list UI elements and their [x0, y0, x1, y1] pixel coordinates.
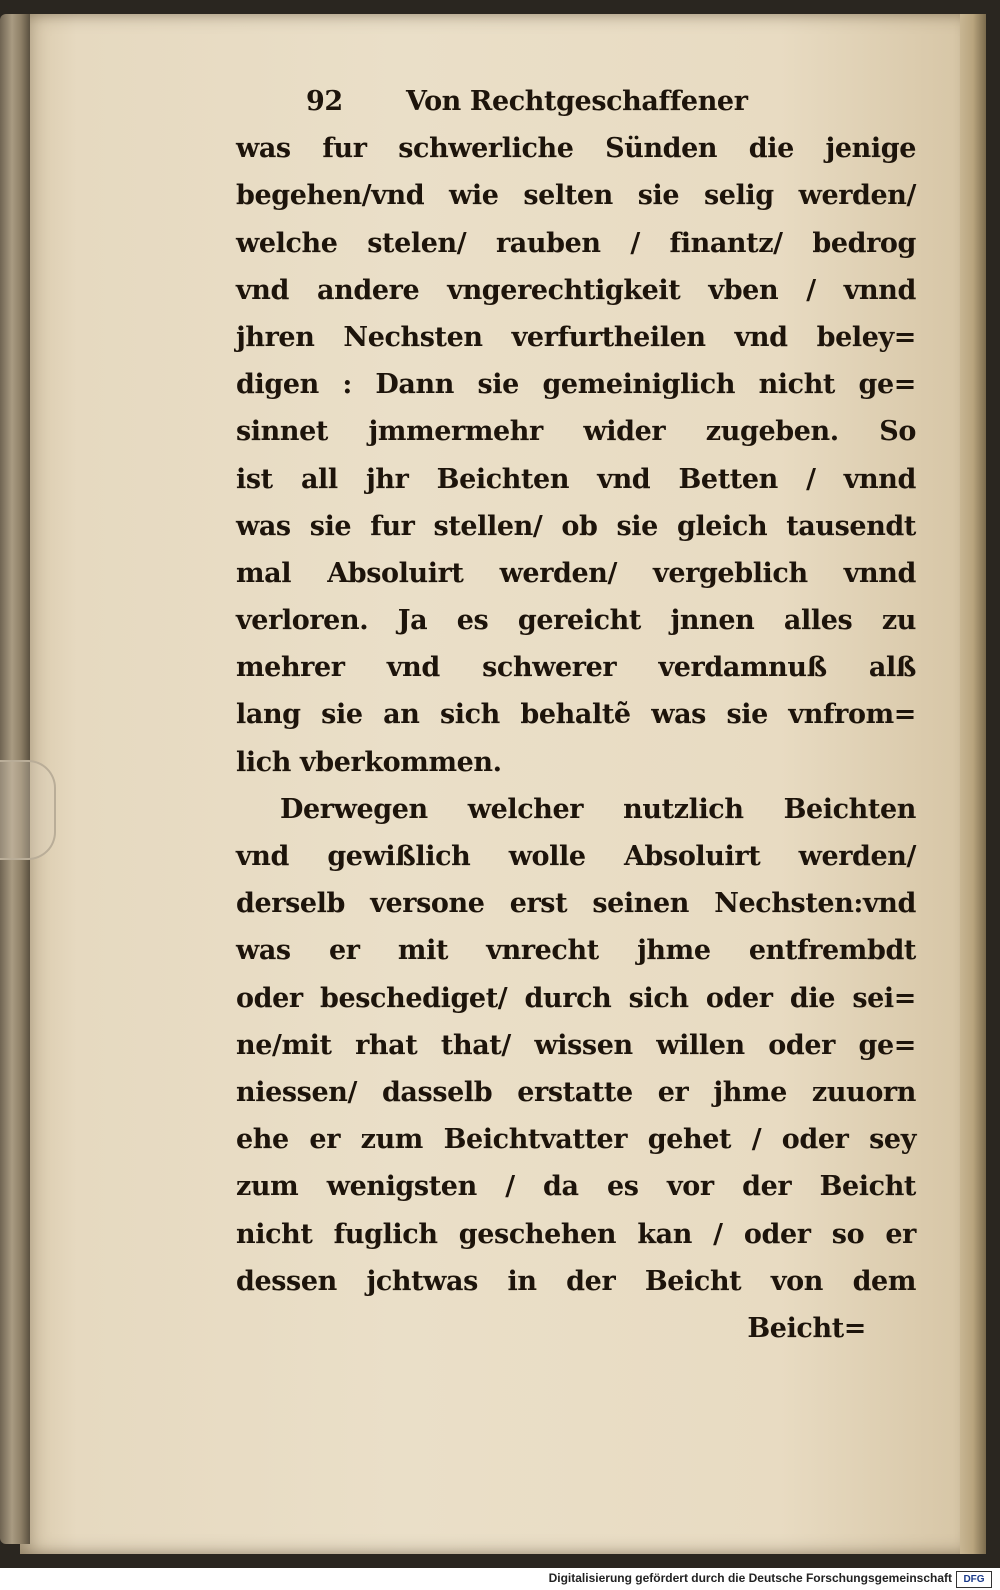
- text-line: sinnet jmmermehr wider zugeben. So: [236, 416, 916, 448]
- text-line: digen : Dann sie gemeiniglich nicht ge=: [236, 369, 916, 401]
- text-line: jhren Nechsten verfurtheilen vnd beley=: [236, 321, 916, 353]
- digitization-footer: [0, 1568, 1000, 1590]
- text-line: oder beschediget/ durch sich oder die sei=: [236, 982, 916, 1014]
- text-line: mehrer vnd schwerer verdamnuß alß: [236, 652, 916, 684]
- text-line: welche stelen/ rauben / finantz/ bedrog: [236, 227, 916, 259]
- funding-credit: Digitalisierung gefördert durch die Deutsche Forschungsgemeinschaft: [548, 1571, 952, 1585]
- text-line: ehe er zum Beichtvatter gehet / oder sey: [236, 1124, 916, 1156]
- text-line: lich vberkommen.: [236, 746, 502, 778]
- page-stack-edge: [960, 14, 986, 1554]
- text-line: was sie fur stellen/ ob sie gleich tausendt: [236, 510, 916, 542]
- text-line: verloren. Ja es gereicht jnnen alles zu: [236, 605, 916, 637]
- catchword: Beicht=: [747, 1312, 866, 1344]
- page-number: 92: [306, 86, 343, 117]
- running-title: Von Rechtgeschaffener: [406, 86, 748, 117]
- text-line: begehen/vnd wie selten sie selig werden/: [236, 180, 916, 212]
- page-text-block: [236, 78, 916, 1352]
- dfg-logo: DFG: [956, 1571, 992, 1588]
- text-line: derselb versone erst seinen Nechsten:vnd: [236, 888, 916, 920]
- text-line: was fur schwerliche Sünden die jenige: [236, 133, 916, 165]
- text-line: mal Absoluirt werden/ vergeblich vnnd: [236, 557, 916, 589]
- text-line: ne/mit rhat that/ wissen willen oder ge=: [236, 1029, 916, 1061]
- text-line: lang sie an sich behaltẽ was sie vnfrom=: [236, 699, 916, 731]
- book-clasp: [0, 760, 56, 860]
- text-line: zum wenigsten / da es vor der Beicht: [236, 1171, 916, 1203]
- text-line: vnd andere vngerechtigkeit vben / vnnd: [236, 274, 916, 306]
- text-line: ist all jhr Beichten vnd Betten / vnnd: [236, 463, 916, 495]
- running-header: [236, 78, 916, 125]
- text-line: was er mit vnrecht jhme entfrembdt: [236, 935, 916, 967]
- text-line: vnd gewißlich wolle Absoluirt werden/: [236, 841, 916, 872]
- paragraph-start-line: Derwegen welcher nutzlich Beichten: [280, 793, 916, 825]
- text-line: niessen/ dasselb erstatte er jhme zuuorn: [236, 1076, 916, 1108]
- text-line: nicht fuglich geschehen kan / oder so er: [236, 1218, 916, 1250]
- text-line: dessen jchtwas in der Beicht von dem: [236, 1265, 916, 1297]
